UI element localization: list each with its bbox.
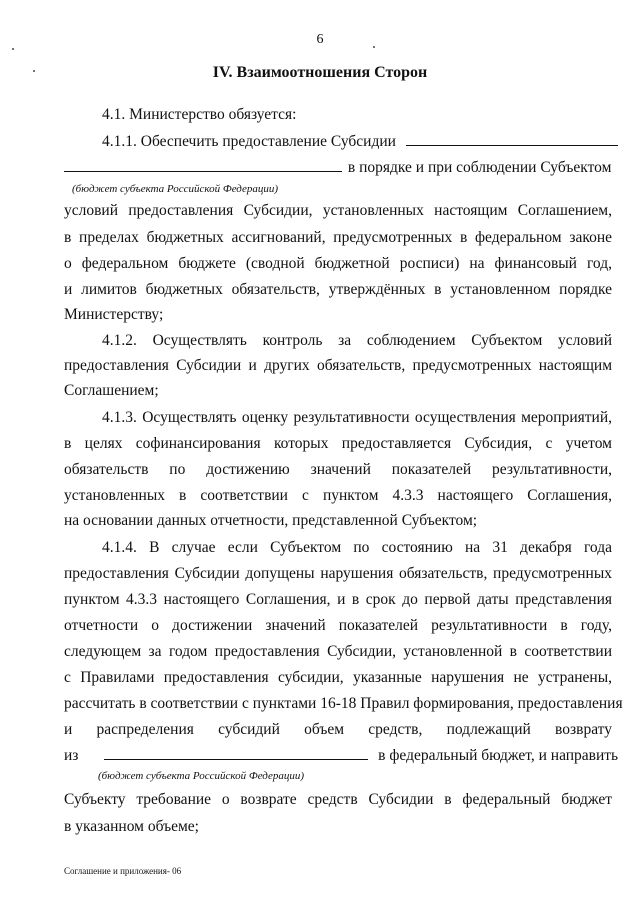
budget-blank-field <box>406 131 618 146</box>
clause-4-1: 4.1. Министерство обязуется: <box>102 106 297 123</box>
budget-blank-field-2 <box>64 157 342 172</box>
return-budget-blank-field <box>104 745 368 760</box>
paragraph-line: о федеральном бюджете (сводной бюджетной росписи) на финансовый год, <box>64 255 612 272</box>
clause-4-1-1-cont-line <box>64 157 612 178</box>
page-number: 6 <box>316 32 324 47</box>
paragraph-line: следующем за годом предоставления Субсидии, установленной в соответствии <box>64 643 612 660</box>
paragraph-line: Соглашением; <box>64 382 159 399</box>
page-footer: Соглашение и приложения- 06 <box>64 866 182 876</box>
return-budget-line <box>64 745 619 766</box>
paragraph-line: и лимитов бюджетных обязательств, утверждённых в установленном порядке <box>64 281 612 298</box>
paragraph-line: в целях софинансирования которых предоставляется Субсидия, с учетом <box>64 435 612 452</box>
paragraph-line: Субъекту требование о возврате средств Субсидии в федеральный бюджет <box>64 791 612 808</box>
return-budget-text: в федеральный бюджет, и направить <box>378 747 619 764</box>
paragraph-line: условий предоставления Субсидии, установленных настоящим Соглашением, <box>64 202 612 219</box>
paragraph-line: установленных в соответствии с пунктом 4.3.3 настоящего Соглашения, <box>64 487 612 504</box>
paragraph-line: на основании данных отчетности, представленной Субъектом; <box>64 512 478 529</box>
paragraph-line: предоставления Субсидии и других обязательств, предусмотренных настоящим <box>64 357 612 374</box>
paragraph-line: в пределах бюджетных ассигнований, предусмотренных в федеральном законе <box>64 229 612 246</box>
section-title: IV. Взаимоотношения Сторон <box>212 64 428 81</box>
paragraph-line: отчетности о достижении значений показателей результативности в году, <box>64 617 612 634</box>
paragraph-line: предоставления Субсидии допущены нарушения обязательств, предусмотренных <box>64 565 612 582</box>
clause-4-1-1-cont: в порядке и при соблюдении Субъектом <box>347 159 612 176</box>
paragraph-line: рассчитать в соответствии с пунктами 16-18 Правил формирования, предоставления <box>64 695 623 712</box>
clause-4-1-2: 4.1.2. Осуществлять контроль за соблюдением Субъектом условий <box>102 332 612 349</box>
scan-speck <box>33 70 35 72</box>
clause-4-1-1-line <box>102 131 612 152</box>
clause-4-1-1-text: 4.1.1. Обеспечить предоставление Субсидии <box>102 133 396 150</box>
paragraph-line: в указанном объеме; <box>64 818 199 835</box>
field-caption: (бюджет субъекта Российской Федерации) <box>72 183 279 195</box>
scan-speck <box>12 48 14 50</box>
clause-4-1-4: 4.1.4. В случае если Субъектом по состоянию на 31 декабря года <box>102 539 612 556</box>
scan-speck <box>373 46 375 48</box>
paragraph-line: пунктом 4.3.3 настоящего Соглашения, и в срок до первой даты представления <box>64 591 612 608</box>
paragraph-line: с Правилами предоставления субсидии, указанные нарушения не устранены, <box>64 669 612 686</box>
return-from-label: из <box>64 747 79 764</box>
clause-4-1-3: 4.1.3. Осуществлять оценку результативности осуществления мероприятий, <box>102 409 612 426</box>
field-caption: (бюджет субъекта Российской Федерации) <box>98 770 305 782</box>
paragraph-line: Министерству; <box>64 306 164 323</box>
paragraph-line: и распределения субсидий объем средств, подлежащий возврату <box>64 721 612 738</box>
paragraph-line: обязательств по достижению значений показателей результативности, <box>64 461 612 478</box>
